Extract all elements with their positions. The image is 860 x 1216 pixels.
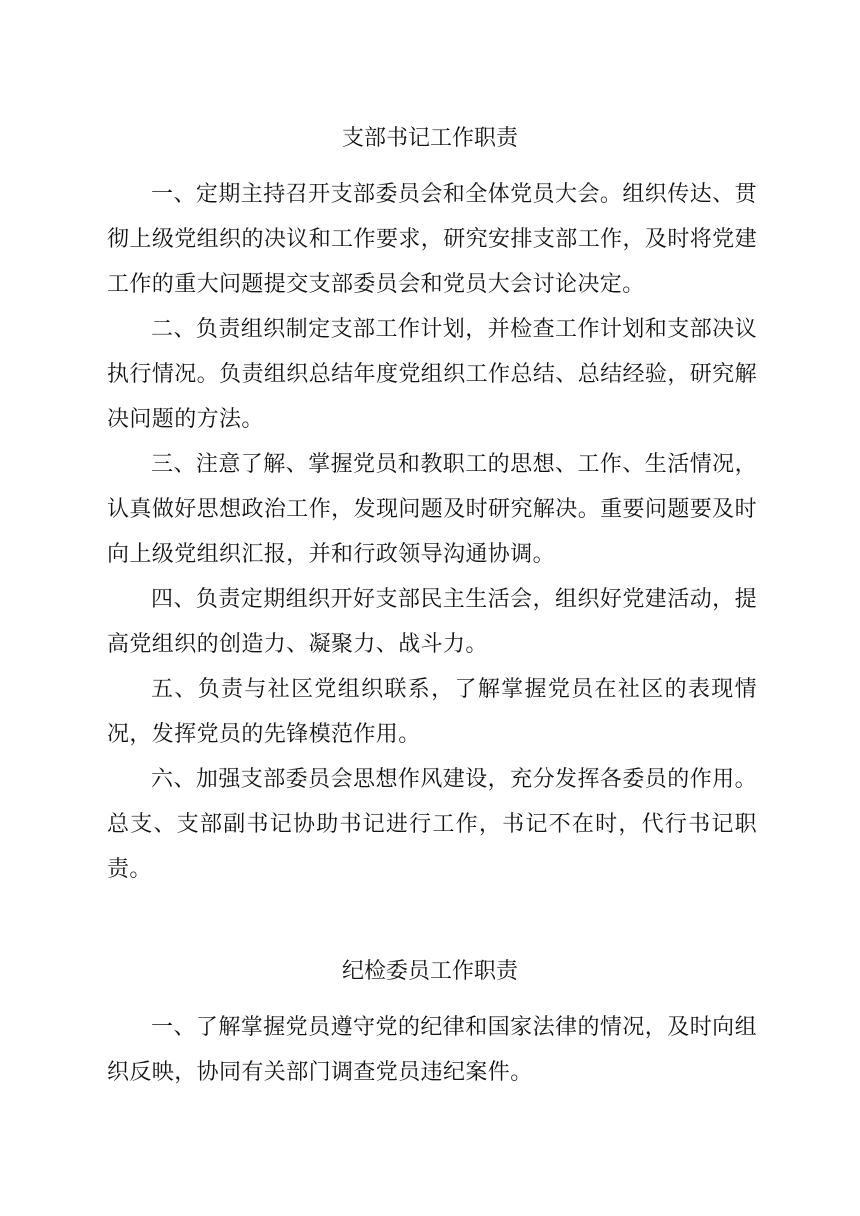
paragraph: 一、了解掌握党员遵守党的纪律和国家法律的情况，及时向组织反映，协同有关部门调查党员违纪案件。 (107, 1015, 757, 1085)
paragraph: 五、负责与社区党组织联系，了解掌握党员在社区的表现情况，发挥党员的先锋模范作用。 (107, 677, 757, 747)
section-title-branch-secretary: 支部书记工作职责 (341, 126, 518, 151)
paragraph: 六、加强支部委员会思想作风建设，充分发挥各委员的作用。总支、支部副书记协助书记进行工作，书记不在时，代行书记职责。 (107, 767, 757, 882)
paragraph: 一、定期主持召开支部委员会和全体党员大会。组织传达、贯彻上级党组织的决议和工作要求，研究安排支部工作，及时将党建工作的重大问题提交支部委员会和党员大会讨论决定。 (107, 182, 757, 297)
paragraph: 二、负责组织制定支部工作计划，并检查工作计划和支部决议执行情况。负责组织总结年度党组织工作总结、总结经验，研究解决问题的方法。 (107, 317, 757, 432)
section-title-discipline-committee-member: 纪检委员工作职责 (341, 959, 518, 984)
paragraph: 三、注意了解、掌握党员和教职工的思想、工作、生活情况，认真做好思想政治工作，发现问题及时研究解决。重要问题要及时向上级党组织汇报，并和行政领导沟通协调。 (107, 452, 757, 567)
paragraph: 四、负责定期组织开好支部民主生活会，组织好党建活动，提高党组织的创造力、凝聚力、战斗力。 (107, 587, 757, 657)
